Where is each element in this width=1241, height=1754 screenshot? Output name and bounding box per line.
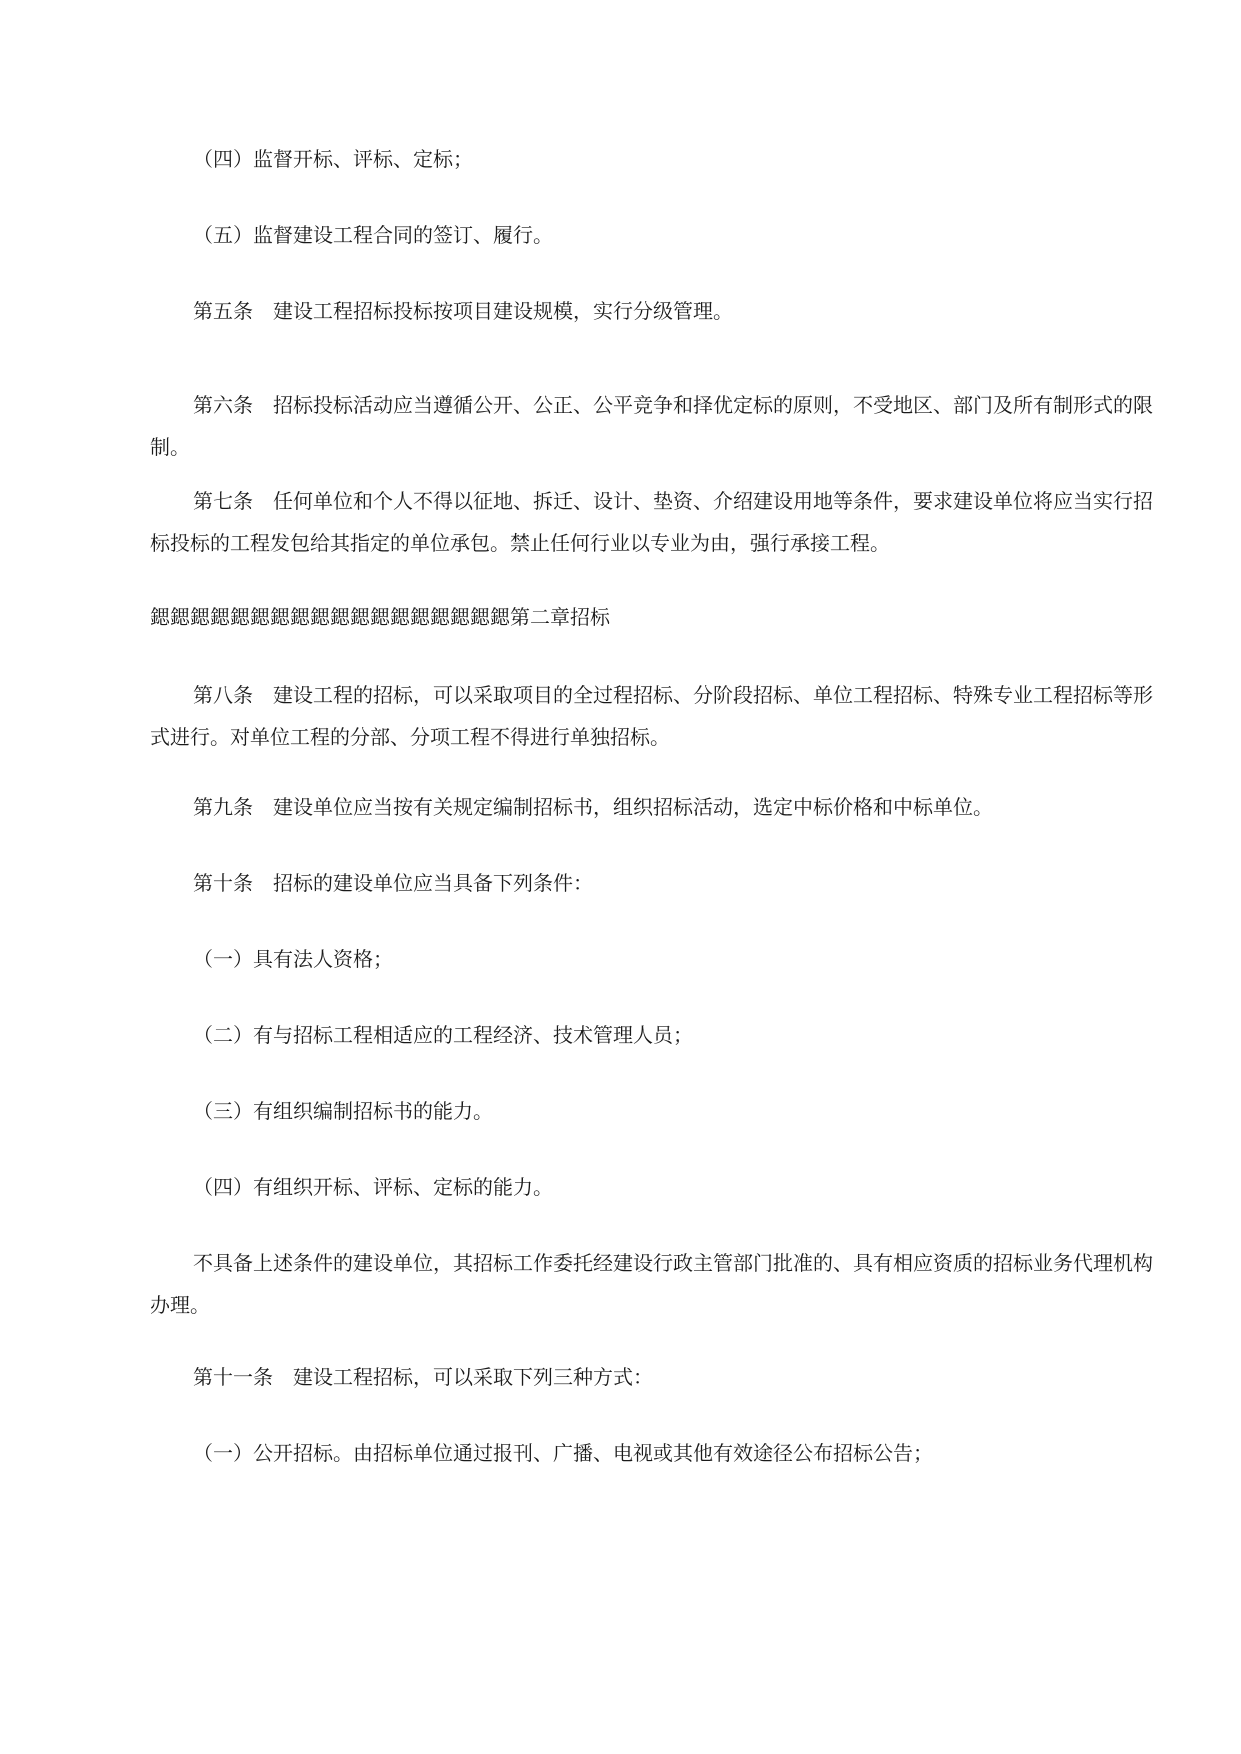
article-9: 第九条 建设单位应当按有关规定编制招标书，组织招标活动，选定中标价格和中标单位。 — [193, 795, 993, 819]
article-5: 第五条 建设工程招标投标按项目建设规模，实行分级管理。 — [193, 299, 733, 323]
condition-4: （四）有组织开标、评标、定标的能力。 — [193, 1175, 553, 1199]
chapter-2-heading: 鍶鍶鍶鍶鍶鍶鍶鍶鍶鍶鍶鍶鍶鍶鍶鍶鍶鍶第二章招标 — [150, 605, 610, 629]
condition-1: （一）具有法人资格； — [193, 947, 393, 971]
article-11: 第十一条 建设工程招标，可以采取下列三种方式： — [193, 1365, 653, 1389]
article-6: 第六条 招标投标活动应当遵循公开、公正、公平竞争和择优定标的原则，不受地区、部门及所有制形式的限制。 — [150, 393, 1153, 459]
delegation-paragraph: 不具备上述条件的建设单位，其招标工作委托经建设行政主管部门批准的、具有相应资质的招标业务代理机构办理。 — [150, 1251, 1153, 1317]
article-8: 第八条 建设工程的招标，可以采取项目的全过程招标、分阶段招标、单位工程招标、特殊专业工程招标等形式进行。对单位工程的分部、分项工程不得进行单独招标。 — [150, 683, 1153, 749]
condition-3: （三）有组织编制招标书的能力。 — [193, 1099, 493, 1123]
paragraph-item-4-supervise-bidding: （四）监督开标、评标、定标； — [193, 147, 473, 171]
method-1-open-bidding: （一）公开招标。由招标单位通过报刊、广播、电视或其他有效途径公布招标公告； — [193, 1441, 933, 1465]
article-10: 第十条 招标的建设单位应当具备下列条件： — [193, 871, 593, 895]
article-7: 第七条 任何单位和个人不得以征地、拆迁、设计、垫资、介绍建设用地等条件，要求建设单位将应当实行招标投标的工程发包给其指定的单位承包。禁止任何行业以专业为由，强行承接工程。 — [150, 489, 1153, 555]
condition-2: （二）有与招标工程相适应的工程经济、技术管理人员； — [193, 1023, 693, 1047]
paragraph-item-5-supervise-contract: （五）监督建设工程合同的签订、履行。 — [193, 223, 553, 247]
